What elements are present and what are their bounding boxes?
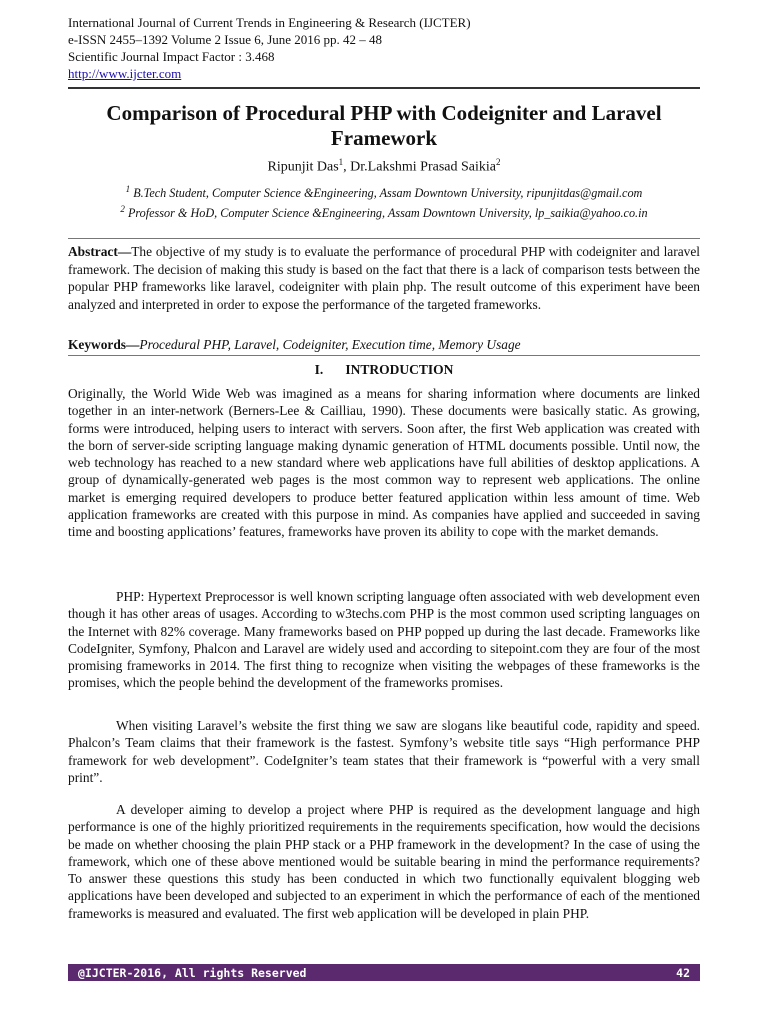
journal-name: International Journal of Current Trends in Engineering & Research (IJCTER) [68,15,471,30]
affiliation-2-text: Professor & HoD, Computer Science &Engineering, Assam Downtown University, lp_saikia@yahoo.co.in [124,206,648,221]
affiliation-1 [68,181,700,201]
journal-url-link[interactable]: http://www.ijcter.com [68,66,182,81]
abstract-label: Abstract— [68,244,132,259]
author-list [68,157,700,176]
paragraph-2: PHP: Hypertext Preprocessor is well known scripting language often associated with web development even though it has other areas of usages. According to w3techs.com PHP is the most common used scripting languages on the Internet with 82% coverage. Many frameworks based on PHP popped up during the last decade. Frameworks like CodeIgniter, Symfony, Phalcon and Laravel are widely used and according to sitepoint.com they are four of the most promising frameworks in 2014. The first thing to recognize when visiting the webpages of these frameworks is the promises, which the people behind the development of the frameworks promises. [68,589,700,691]
page-footer [68,964,700,981]
abstract-text: The objective of my study is to evaluate the performance of procedural PHP with codeigniter and laravel framework. The decision of making this study is based on the fact that there is a lack of comparison tests between the popular PHP frameworks like laravel, codeigniter with plain php. The result outcome of this experiment have been analyzed and interpreted in order to expose the performance of the targeted frameworks. [68,244,700,312]
title-line-1: Comparison of Procedural PHP with Codeigniter and Laravel [106,101,662,125]
paragraph-1: Originally, the World Wide Web was imagined as a means for sharing information where documents are linked together in an inter-network (Berners-Lee & Cailliau, 1990). These documents were basically static. As growing, forms were introduced, helping users to interact with servers. Soon after, the first Web application was created with the born of server-side scripting language making dynamic generation of HTML documents possible. Until now, the web technology has reached to a new standard where web applications have full abilities of desktop applications. A group of dynamically-generated web pages is the most common way to represent web applications. The online market is emerging required developers to produce better featured application within less amount of time. Web application frameworks are created with this purpose in mind. As companies have applied and succeeded in saving time and boosting applications’ features, frameworks have proven its ability to cope with the market demands. [68,386,700,540]
author-1-sup: 1 [338,157,344,167]
author-2: , Dr.Lakshmi Prasad Saikia [343,159,496,175]
journal-header [68,14,471,82]
section-number: I. [314,362,324,377]
paper-title [68,101,700,151]
affiliation-2-sup: 2 [120,204,125,215]
affiliation-2 [68,201,700,221]
header-divider [68,87,700,89]
affiliations [68,181,700,221]
author-1: Ripunjit Das [267,159,339,175]
keywords-label: Keywords— [68,337,140,352]
title-line-2: Framework [330,126,438,150]
paragraph-4: A developer aiming to develop a project where PHP is required as the development language and high performance is one of the highly prioritized requirements in the requirements specification, how would the decisions be made on whether choosing the plain PHP stack or a PHP framework in the development? In the case of using the framework, which one of these above mentioned would be suitable bearing in mind the performance requirements? To answer these questions this study has been conducted in which two functionally equivalent blogging web applications have been developed and subjected to an experiment in which the performance of each of the mentioned frameworks is measured and evaluated. The first web application will be developed in plain PHP. [68,802,700,921]
keywords-text: Procedural PHP, Laravel, Codeigniter, Execution time, Memory Usage [139,337,521,352]
abstract-top-rule [68,238,700,239]
section-title: INTRODUCTION [345,362,454,377]
affiliation-1-sup: 1 [125,184,131,194]
section-heading [68,362,700,378]
journal-issn: e-ISSN 2455–1392 Volume 2 Issue 6, June 2016 pp. 42 – 48 [68,32,383,47]
author-2-sup: 2 [495,157,501,167]
footer-copyright: @IJCTER-2016, All rights Reserved [78,965,307,980]
footer-page-number: 42 [676,965,690,980]
keywords-bottom-rule [68,355,700,356]
journal-impact-factor: Scientific Journal Impact Factor : 3.468 [68,49,275,64]
paragraph-3: When visiting Laravel’s website the first thing we saw are slogans like beautiful code, rapidity and speed. Phalcon’s Team claims that their framework is the fastest. Symfony’s website title says “High performance PHP framework for web development”. CodeIgniter’s team states that their framework is “powerful with a very small print”. [68,718,700,785]
affiliation-1-text: B.Tech Student, Computer Science &Engineering, Assam Downtown University, ripunjitdas@gmail.com [130,186,643,201]
abstract [68,243,700,313]
keywords [68,336,700,353]
